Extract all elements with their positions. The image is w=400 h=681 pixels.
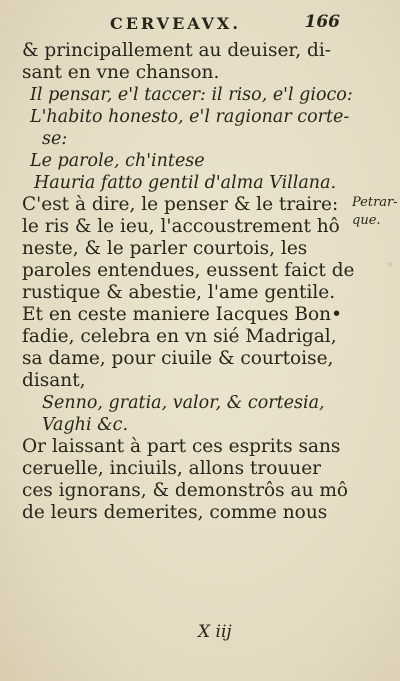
text-line: Vaghi &c. xyxy=(42,415,129,435)
text-line: neste, & le parler courtois, les xyxy=(22,238,308,259)
text-line: sa dame, pour ciuile & courtoise, xyxy=(22,348,334,369)
paper-spot xyxy=(388,262,393,267)
text-line: Hauria fatto gentil d'alma Villana. xyxy=(34,173,337,193)
text-line: & principallement au deuiser, di- xyxy=(22,40,331,61)
margin-note-line: Petrar- xyxy=(352,195,398,210)
page-number: 166 xyxy=(304,12,340,32)
text-line: le ris & le ieu, l'accoustrement hô xyxy=(22,216,340,237)
text-line: L'habito honesto, e'l ragionar corte- xyxy=(30,107,350,127)
text-line: paroles entendues, eussent faict de xyxy=(22,260,355,281)
text-line: rustique & abestie, l'ame gentile. xyxy=(22,282,336,303)
text-line: C'est à dire, le penser & le traire: xyxy=(22,194,339,215)
running-title: CERVEAVX. xyxy=(110,14,241,33)
text-line: ces ignorans, & demonstrôs au mô xyxy=(22,480,349,501)
text-line: se: xyxy=(42,129,68,149)
text-line: Senno, gratia, valor, & cortesia, xyxy=(42,393,325,413)
text-line: disant, xyxy=(22,370,86,391)
text-line: de leurs demerites, comme nous xyxy=(22,502,328,523)
text-line: fadie, celebra en vn sié Madrigal, xyxy=(22,326,337,347)
text-line: Or laissant à part ces esprits sans xyxy=(22,436,341,457)
margin-note-line: que. xyxy=(352,213,381,228)
text-line: Il pensar, e'l taccer: il riso, e'l gioco: xyxy=(30,85,353,105)
margin-note xyxy=(352,194,398,230)
body-text xyxy=(22,40,355,524)
signature-mark: X iij xyxy=(198,622,232,642)
text-line: Et en ceste maniere Iacques Bon• xyxy=(22,304,342,325)
text-line: ceruelle, inciuils, allons trouuer xyxy=(22,458,321,479)
page-header xyxy=(110,14,340,36)
text-line: sant en vne chanson. xyxy=(22,62,220,83)
text-line: Le parole, ch'intese xyxy=(30,151,205,171)
